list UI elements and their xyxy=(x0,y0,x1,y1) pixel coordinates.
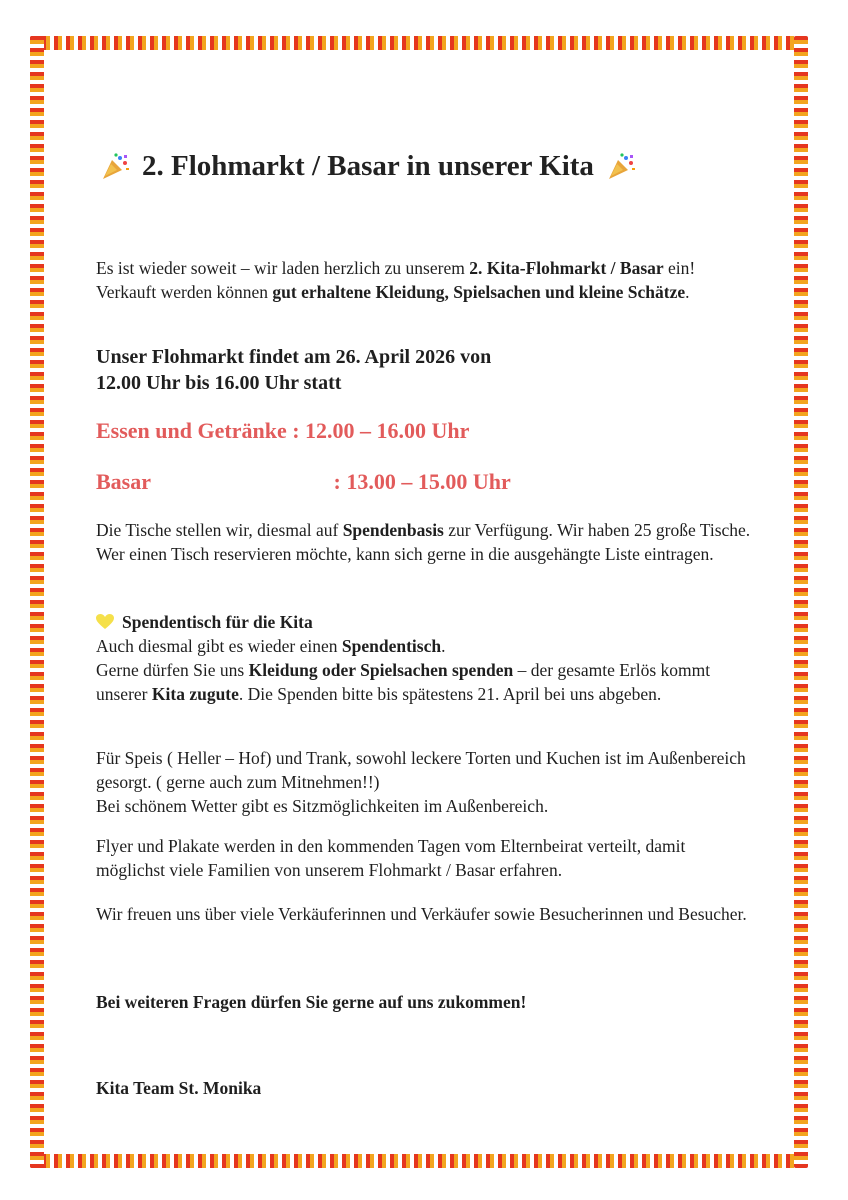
donation-heading: Spendentisch für die Kita xyxy=(122,612,313,632)
donation-section xyxy=(96,610,756,706)
donation-text-1c: . xyxy=(441,636,446,656)
questions-line: Bei weiteren Fragen dürfen Sie gerne auf uns zukommen! xyxy=(96,992,527,1012)
donation-bold-2d: Kita zugute xyxy=(151,684,239,704)
intro-text-2: ein! Verkauft werden können xyxy=(96,258,696,302)
food-line-1: Für Speis ( Heller – Hof) und Trank, sowohl leckere Torten und Kuchen ist im Außenbereich gesorgt. ( gerne auch zum Mitnehmen!!) xyxy=(96,748,746,792)
basar-time-row xyxy=(96,469,511,495)
donation-text-2e: . Die Spenden bitte bis spätestens 21. April bei uns abgeben. xyxy=(238,684,662,704)
intro-bold-2: gut erhaltene Kleidung, Spielsachen und kleine Schätze xyxy=(272,282,686,302)
page-title xyxy=(100,150,760,183)
tables-paragraph xyxy=(96,518,756,566)
donation-line-2 xyxy=(96,658,756,706)
donation-text-1a: Auch diesmal gibt es wieder einen xyxy=(96,636,342,656)
food-time-label: Essen und Getränke xyxy=(96,418,287,443)
food-time-value: : 12.00 – 16.00 Uhr xyxy=(292,418,470,443)
intro-paragraph xyxy=(96,256,756,304)
donation-bold-2b: Kleidung oder Spielsachen spenden xyxy=(248,660,514,680)
thanks-paragraph: Wir freuen uns über viele Verkäuferinnen und Verkäufer sowie Besucherinnen und Besucher. xyxy=(96,904,747,924)
food-time-row xyxy=(96,418,469,444)
tables-bold-1: Spendenbasis xyxy=(342,520,444,540)
signature: Kita Team St. Monika xyxy=(96,1078,262,1098)
title-text: 2. Flohmarkt / Basar in unserer Kita xyxy=(142,150,594,182)
donation-text-2c: – der gesamte Erlös kommt unserer xyxy=(96,660,711,704)
donation-bold-1b: Spendentisch xyxy=(341,636,442,656)
donation-line-1 xyxy=(96,634,756,658)
basar-time-label: Basar xyxy=(96,469,151,494)
event-line-1: Unser Flohmarkt findet am 26. April 2026 von xyxy=(96,346,492,368)
party-popper-icon xyxy=(606,152,636,182)
border-top xyxy=(30,36,808,50)
tables-text-2: zur Verfügung. Wir haben 25 große Tische. Wer einen Tisch reservieren möchte, kann sich gerne in die ausgehängte Liste eintragen. xyxy=(96,520,751,564)
border-bottom xyxy=(30,1154,808,1168)
border-left xyxy=(30,36,44,1168)
event-headline xyxy=(96,344,491,396)
intro-text-1: Es ist wieder soweit – wir laden herzlich zu unserem xyxy=(96,258,470,278)
food-paragraph xyxy=(96,746,756,818)
basar-time-value: : 13.00 – 15.00 Uhr xyxy=(333,469,511,494)
party-popper-icon xyxy=(100,152,130,182)
food-line-2: Bei schönem Wetter gibt es Sitzmöglichkeiten im Außenbereich. xyxy=(96,796,549,816)
intro-text-3: . xyxy=(685,282,690,302)
flyer-paragraph: Flyer und Plakate werden in den kommenden Tagen vom Elternbeirat verteilt, damit möglichst viele Familien von unserem Flohmarkt / Basar erfahren. xyxy=(96,836,686,880)
event-line-2: 12.00 Uhr bis 16.00 Uhr statt xyxy=(96,372,342,394)
intro-bold-1: 2. Kita-Flohmarkt / Basar xyxy=(469,258,664,278)
yellow-heart-icon xyxy=(96,614,114,630)
donation-text-2a: Gerne dürfen Sie uns xyxy=(96,660,249,680)
tables-text-1: Die Tische stellen wir, diesmal auf xyxy=(96,520,343,540)
border-right xyxy=(794,36,808,1168)
donation-heading-row xyxy=(96,610,756,634)
